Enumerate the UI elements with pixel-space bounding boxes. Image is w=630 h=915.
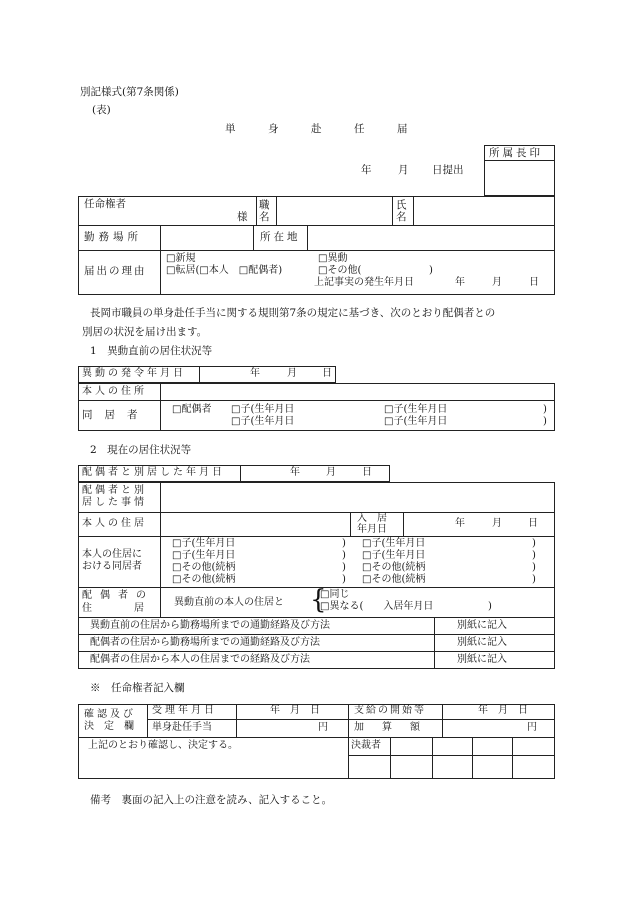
sep-date-label: 配偶者と別居した年月日 xyxy=(82,467,225,478)
attach-2: 別紙に記入 xyxy=(457,637,507,648)
paren-close: ) xyxy=(532,538,536,549)
workplace-label: 勤務場所 xyxy=(84,231,142,243)
paren-close: ) xyxy=(429,265,433,276)
occ-year: 年 xyxy=(455,277,465,288)
cur-other-3[interactable]: □その他(続柄 xyxy=(362,562,426,573)
intro-line-2: 別居の状況を届け出ます。 xyxy=(82,326,208,338)
sep-year: 年 xyxy=(290,467,300,478)
compare-label: 異動直前の本人の住居と xyxy=(174,597,284,608)
section2-heading: 2 現在の居住状況等 xyxy=(90,444,192,456)
paren-close: ) xyxy=(342,550,346,561)
paren-close: ) xyxy=(543,404,547,415)
self-address-label: 本人の住居 xyxy=(82,518,147,529)
occurrence-label: 上記事実の発生年月日 xyxy=(314,277,414,288)
order-day: 日 xyxy=(322,368,332,379)
received-ymd: 年 月 日 xyxy=(270,705,320,716)
cur-child-2[interactable]: □子(生年月日 xyxy=(172,550,236,561)
occ-month: 月 xyxy=(492,277,502,288)
allowance-label: 単身赴任手当 xyxy=(152,722,212,733)
shi-label: 氏 xyxy=(396,199,407,211)
opt-other[interactable]: □その他( xyxy=(318,265,362,276)
sep-day: 日 xyxy=(362,467,372,478)
location-field[interactable] xyxy=(308,226,554,249)
paren-close: ) xyxy=(532,562,536,573)
section3-heading: ※ 任命権者記入欄 xyxy=(90,682,185,694)
position-field[interactable] xyxy=(277,197,391,224)
cohab-l2: おける同居者 xyxy=(82,561,142,572)
title-char: 赴 xyxy=(311,123,322,135)
title-char: 単 xyxy=(225,123,236,135)
order-date-label: 異動の発令年月日 xyxy=(82,368,186,379)
paren-close: ) xyxy=(532,550,536,561)
cur-other-4[interactable]: □その他(続柄 xyxy=(362,574,426,585)
move-in-day: 日 xyxy=(528,518,538,529)
child-check-2[interactable]: □子(生年月日 xyxy=(231,416,295,427)
section1-heading: 1 異動直前の居住状況等 xyxy=(90,345,213,357)
opt-new[interactable]: □新規 xyxy=(166,253,196,264)
paren-close: ) xyxy=(342,562,346,573)
spouse-home-l2: 住居 xyxy=(82,603,186,614)
child-check-3[interactable]: □子(生年月日 xyxy=(384,404,448,415)
move-in-month: 月 xyxy=(492,518,502,529)
start-ymd: 年 月 日 xyxy=(478,705,528,716)
attach-3: 別紙に記入 xyxy=(457,654,507,665)
opt-transfer[interactable]: □異動 xyxy=(318,253,348,264)
name-field[interactable] xyxy=(414,197,554,224)
move-in-l1: 入 居 xyxy=(357,513,387,524)
mei2-label: 名 xyxy=(396,211,407,223)
sep-reason-l1: 配偶者と別 xyxy=(82,485,147,496)
cohab-l1: 本人の住居に xyxy=(82,549,142,560)
stamp-label: 所属長印 xyxy=(489,147,543,159)
title-char: 任 xyxy=(354,123,365,135)
reason-label: 届出の理由 xyxy=(84,265,147,277)
route-2: 配偶者の住居から勤務場所までの通勤経路及び方法 xyxy=(90,637,320,648)
mei-label: 名 xyxy=(259,211,270,223)
intro-line-1: 長岡市職員の単身赴任手当に関する規則第7条の規定に基づき、次のとおり配偶者との xyxy=(90,307,496,319)
self-address-field[interactable] xyxy=(161,513,349,535)
paren-close: ) xyxy=(488,601,492,612)
note-text: 備考 裏面の記入上の注意を読み、記入すること。 xyxy=(90,794,333,806)
route-1: 異動直前の住居から勤務場所までの通勤経路及び方法 xyxy=(90,620,330,631)
location-label: 所在地 xyxy=(260,231,301,243)
start-label: 支給の開始等 xyxy=(354,705,426,716)
paren-close: ) xyxy=(342,574,346,585)
date-month: 月 xyxy=(398,164,409,176)
address-field[interactable] xyxy=(161,384,554,399)
diff-check[interactable]: □異なる( 入居年月日 xyxy=(320,601,434,612)
paren-close: ) xyxy=(543,416,547,427)
addition-yen: 円 xyxy=(527,722,537,733)
allowance-yen: 円 xyxy=(318,722,328,733)
confirm-l2: 決定欄 xyxy=(84,721,144,732)
workplace-field[interactable] xyxy=(161,226,252,249)
attach-1: 別紙に記入 xyxy=(457,620,507,631)
cur-child-1[interactable]: □子(生年月日 xyxy=(172,538,236,549)
confirmed-text: 上記のとおり確認し、決定する。 xyxy=(88,740,238,751)
opt-move[interactable]: □転居(□本人 □配偶者) xyxy=(166,265,283,276)
address-label: 本人の住所 xyxy=(82,386,147,397)
cur-other-2[interactable]: □その他(続柄 xyxy=(172,574,236,585)
move-in-l2: 年月日 xyxy=(357,524,387,535)
sep-reason-l2: 居した事情 xyxy=(82,497,147,508)
route-3: 配偶者の住居から本人の住居までの経路及び方法 xyxy=(90,654,310,665)
cohab-label: 同居者 xyxy=(82,409,150,421)
date-submit: 日提出 xyxy=(432,164,464,176)
approver-cell[interactable] xyxy=(513,738,554,778)
sep-reason-field[interactable] xyxy=(161,483,554,511)
spouse-check[interactable]: □配偶者 xyxy=(172,404,212,415)
occ-day: 日 xyxy=(529,277,539,288)
cur-child-4[interactable]: □子(生年月日 xyxy=(362,550,426,561)
appointer-label: 任命権者 xyxy=(84,198,126,210)
cur-child-3[interactable]: □子(生年月日 xyxy=(362,538,426,549)
approver-label: 決裁者 xyxy=(351,740,381,751)
sep-month: 月 xyxy=(326,467,336,478)
date-year: 年 xyxy=(361,164,372,176)
order-year: 年 xyxy=(250,368,260,379)
brace-icon: { xyxy=(310,585,327,615)
approver-cell[interactable] xyxy=(391,738,431,778)
move-in-year: 年 xyxy=(455,518,465,529)
approver-cell[interactable] xyxy=(473,738,511,778)
spouse-home-l1: 配偶者の xyxy=(82,590,154,601)
order-month: 月 xyxy=(287,368,297,379)
title-char: 届 xyxy=(397,123,408,135)
paren-close: ) xyxy=(532,574,536,585)
approver-cell[interactable] xyxy=(433,738,471,778)
cur-other-1[interactable]: □その他(続柄 xyxy=(172,562,236,573)
confirm-l1: 確認及び xyxy=(84,709,136,720)
child-check-4[interactable]: □子(生年月日 xyxy=(384,416,448,427)
title-char: 身 xyxy=(268,123,279,135)
sama-label: 様 xyxy=(237,211,248,223)
paren-close: ) xyxy=(342,538,346,549)
shoku-label: 職 xyxy=(259,199,270,211)
same-check[interactable]: □同じ xyxy=(320,589,350,600)
received-label: 受理年月日 xyxy=(152,705,217,716)
side-label: (表) xyxy=(92,104,111,116)
child-check-1[interactable]: □子(生年月日 xyxy=(231,404,295,415)
addition-label: 加算額 xyxy=(354,722,438,733)
form-label: 別記様式(第7条関係) xyxy=(80,86,179,98)
